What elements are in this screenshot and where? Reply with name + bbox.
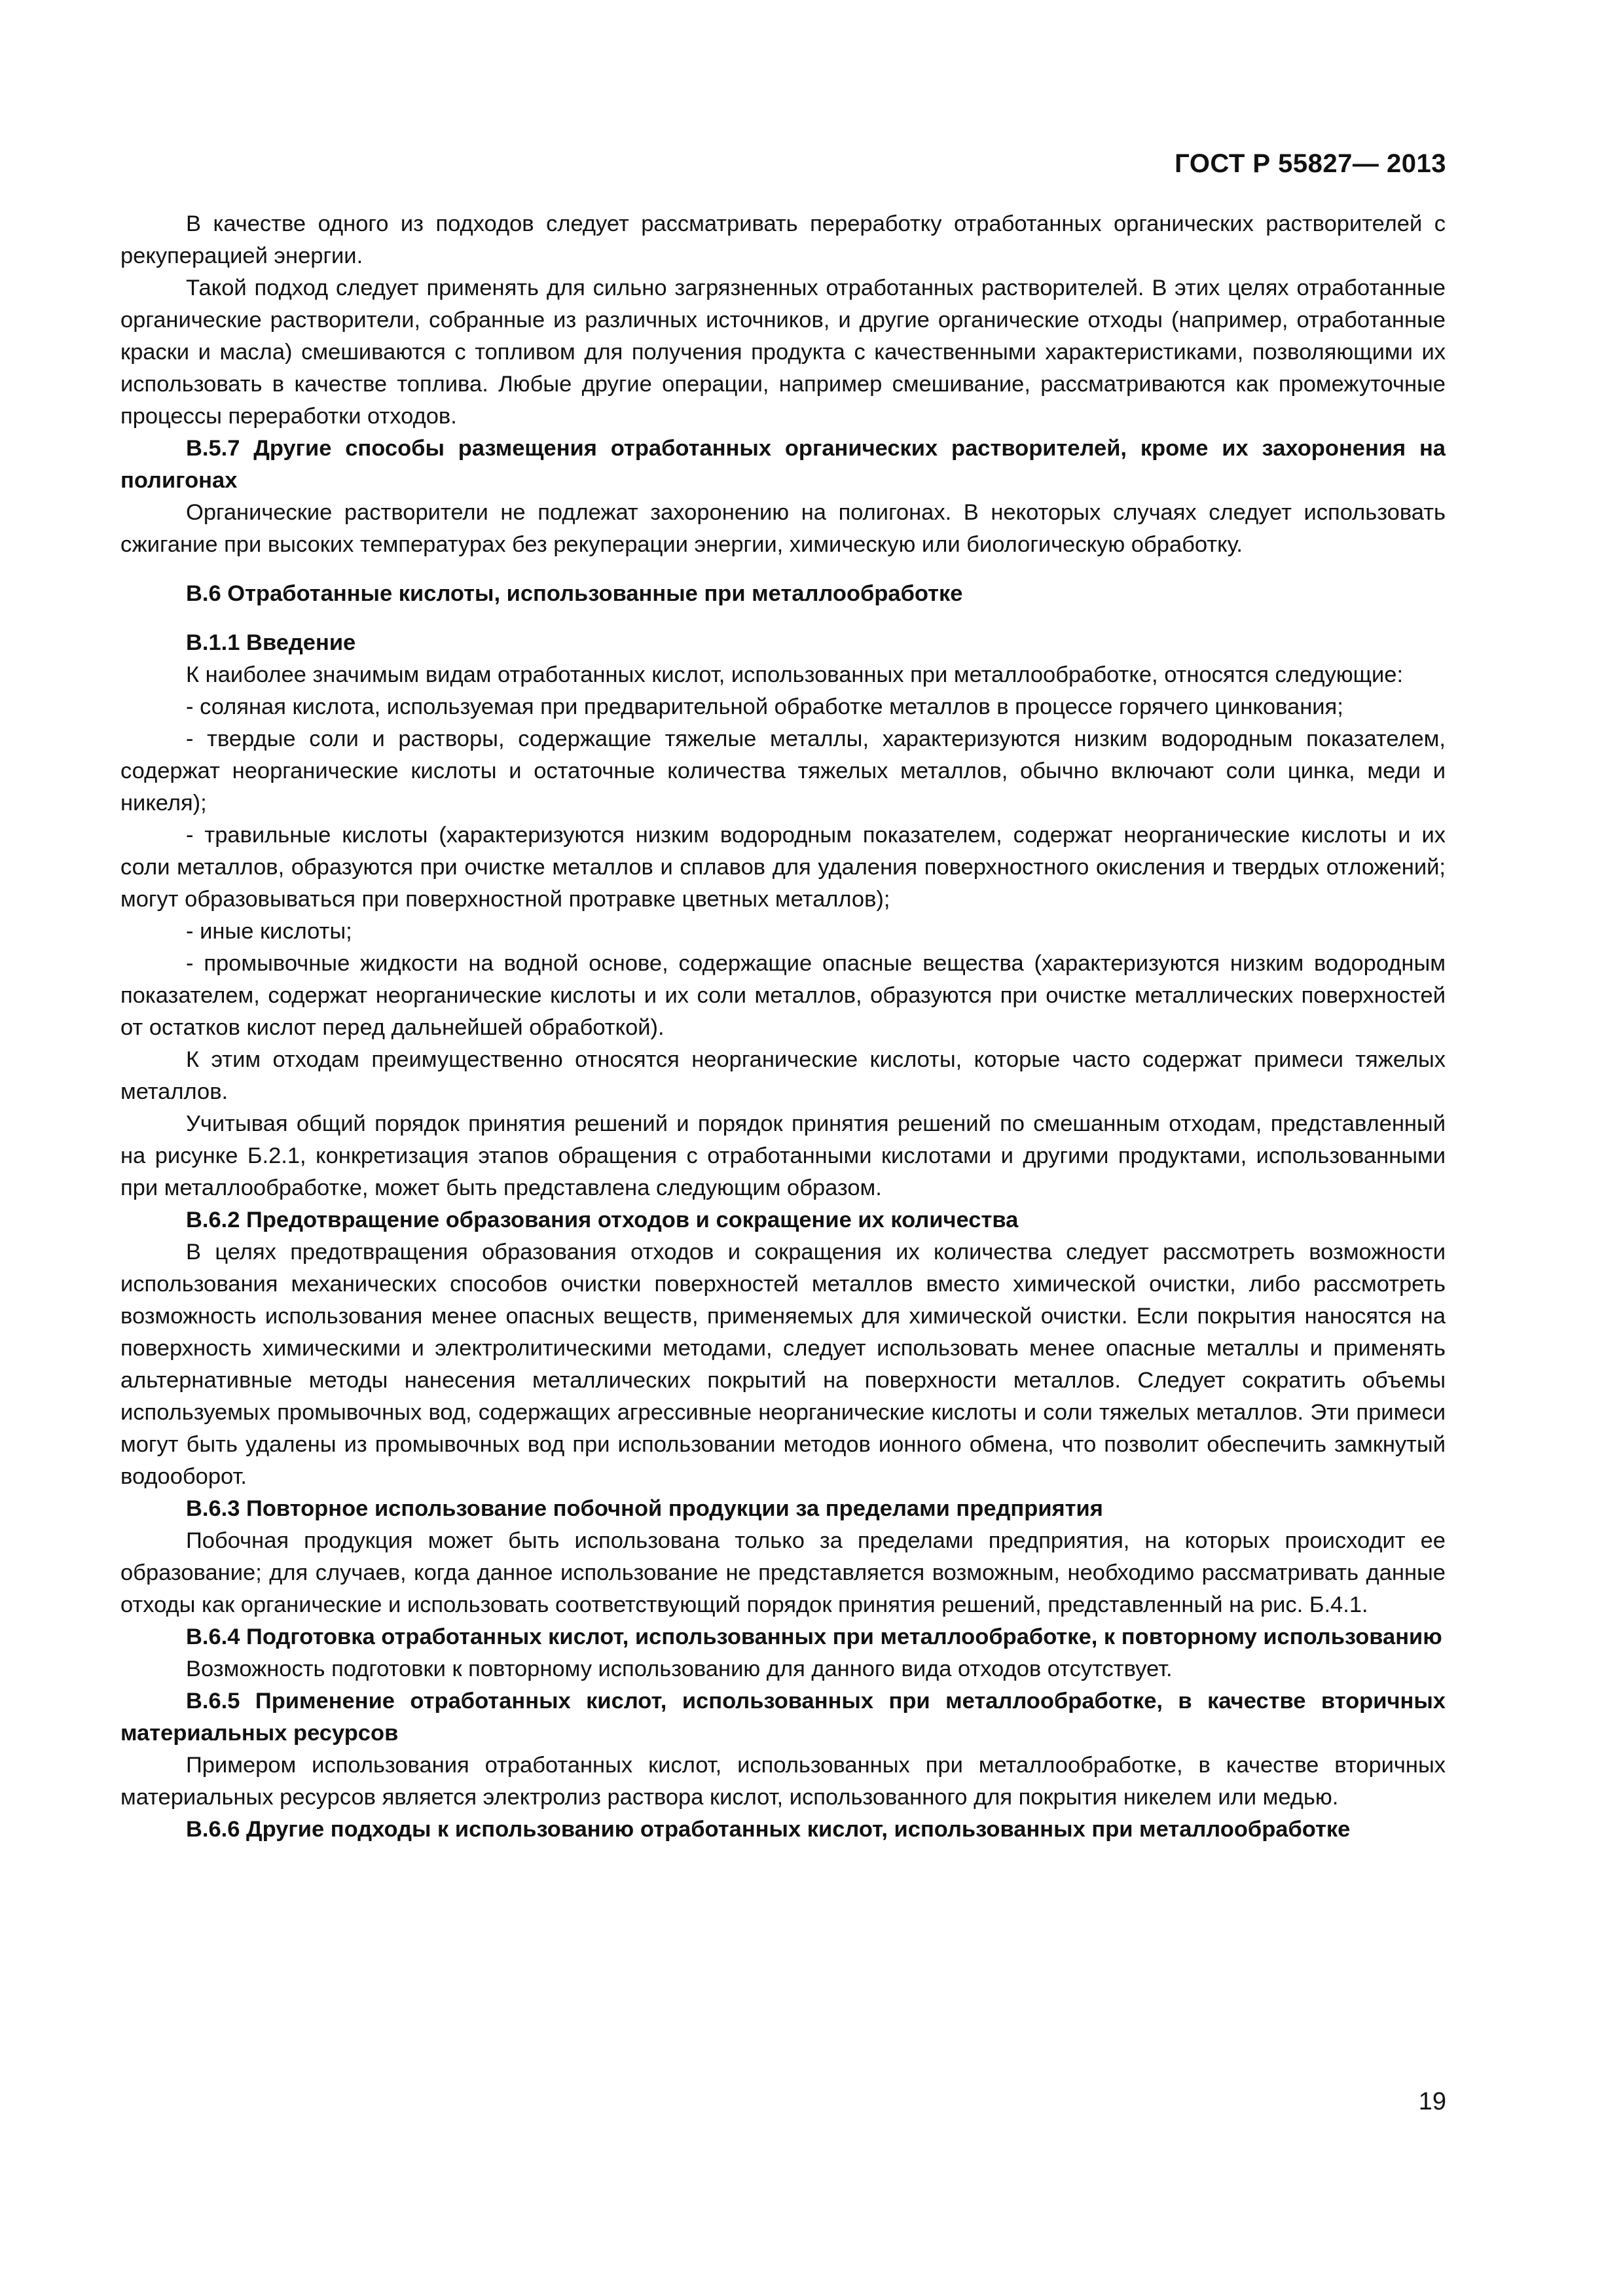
section-heading: В.6.6 Другие подходы к использованию отработанных кислот, использованных при металлообработке bbox=[186, 1817, 1351, 1842]
paragraph: Органические растворители не подлежат захоронению на полигонах. В некоторых случаях следует использовать сжигание при высоких температурах без рекуперации энергии, химическую или биологическую обработку. bbox=[120, 500, 1446, 557]
paragraph: Такой подход следует применять для сильно загрязненных отработанных растворителей. В этих целях отработанные органические растворители, собранные из различных источников, и другие органические отходы (например, отработанные краски и масла) смешиваются с топливом для получения продукта с качественными характеристиками, позволяющими их использовать в качестве топлива. Любые другие операции, например смешивание, рассматриваются как промежуточные процессы переработки отходов. bbox=[120, 276, 1446, 429]
paragraph: В целях предотвращения образования отходов и сокращения их количества следует рассмотреть возможности использования механических способов очистки поверхностей металлов вместо химической очистки, либо рассмотреть возможность использования менее опасных веществ, применяемых для химической очистки. Если покрытия наносятся на поверхность химическими и электролитическими методами, следует использовать менее опасные металлы и применять альтернативные методы нанесения металлических покрытий на поверхности металлов. Следует сократить объемы используемых промывочных вод, содержащих агрессивные неорганические кислоты и соли тяжелых металлов. Эти примеси могут быть удалены из промывочных вод при использовании методов ионного обмена, что позволит обеспечить замкнутый водооборот. bbox=[120, 1240, 1446, 1489]
paragraph: Побочная продукция может быть использована только за пределами предприятия, на которых происходит ее образование; для случаев, когда данное использование не представляется возможным, необходимо рассматривать данные отходы как органические и использовать соответствующий порядок принятия решений, представленный на рис. Б.4.1. bbox=[120, 1528, 1446, 1617]
list-item: - твердые соли и растворы, содержащие тяжелые металлы, характеризуются низким водородным показателем, содержат неорганические кислоты и остаточные количества тяжелых металлов, обычно включают соли цинка, меди и никеля); bbox=[120, 726, 1446, 816]
section-heading: В.6.3 Повторное использование побочной продукции за пределами предприятия bbox=[186, 1496, 1103, 1521]
list-item: - соляная кислота, используемая при предварительной обработке металлов в процессе горячего цинкования; bbox=[186, 694, 1343, 719]
document-body bbox=[120, 208, 1446, 1846]
document-header: ГОСТ Р 55827— 2013 bbox=[1175, 149, 1446, 178]
section-heading: В.1.1 Введение bbox=[186, 630, 356, 655]
section-heading: В.5.7 Другие способы размещения отработанных органических растворителей, кроме их захоронения на полигонах bbox=[120, 436, 1446, 493]
paragraph: К наиболее значимым видам отработанных кислот, использованных при металлообработке, относятся следующие: bbox=[186, 662, 1404, 687]
paragraph: В качестве одного из подходов следует рассматривать переработку отработанных органических растворителей с рекуперацией энергии. bbox=[120, 211, 1446, 268]
section-heading: В.6.2 Предотвращение образования отходов и сокращение их количества bbox=[186, 1208, 1019, 1232]
section-heading: В.6.5 Применение отработанных кислот, использованных при металлообработке, в качестве вторичных материальных ресурсов bbox=[120, 1689, 1446, 1746]
paragraph: К этим отходам преимущественно относятся неорганические кислоты, которые часто содержат примеси тяжелых металлов. bbox=[120, 1047, 1446, 1104]
page-number: 19 bbox=[1418, 2088, 1446, 2115]
paragraph: Возможность подготовки к повторному использованию для данного вида отходов отсутствует. bbox=[186, 1657, 1173, 1681]
list-item: - иные кислоты; bbox=[186, 919, 352, 944]
section-heading: В.6 Отработанные кислоты, использованные при металлообработке bbox=[186, 581, 963, 606]
paragraph: Учитывая общий порядок принятия решений и порядок принятия решений по смешанным отходам, представленный на рисунке Б.2.1, конкретизация этапов обращения с отработанными кислотами и другими продуктами, использованными при металлообработке, может быть представлена следующим образом. bbox=[120, 1111, 1446, 1200]
list-item: - промывочные жидкости на водной основе, содержащие опасные вещества (характеризуются низким водородным показателем, содержат неорганические кислоты и их соли металлов, образуются при очистке металлических поверхностей от остатков кислот перед дальнейшей обработкой). bbox=[120, 951, 1446, 1040]
list-item: - травильные кислоты (характеризуются низким водородным показателем, содержат неорганические кислоты и их соли металлов, образуются при очистке металлов и сплавов для удаления поверхностного окисления и твердых отложений; могут образовываться при поверхностной протравке цветных металлов); bbox=[120, 823, 1446, 912]
paragraph: Примером использования отработанных кислот, использованных при металлообработке, в качестве вторичных материальных ресурсов является электролиз раствора кислот, использованного для покрытия никелем или медью. bbox=[120, 1753, 1446, 1810]
section-heading: В.6.4 Подготовка отработанных кислот, использованных при металлообработке, к повторному использованию bbox=[186, 1624, 1442, 1649]
